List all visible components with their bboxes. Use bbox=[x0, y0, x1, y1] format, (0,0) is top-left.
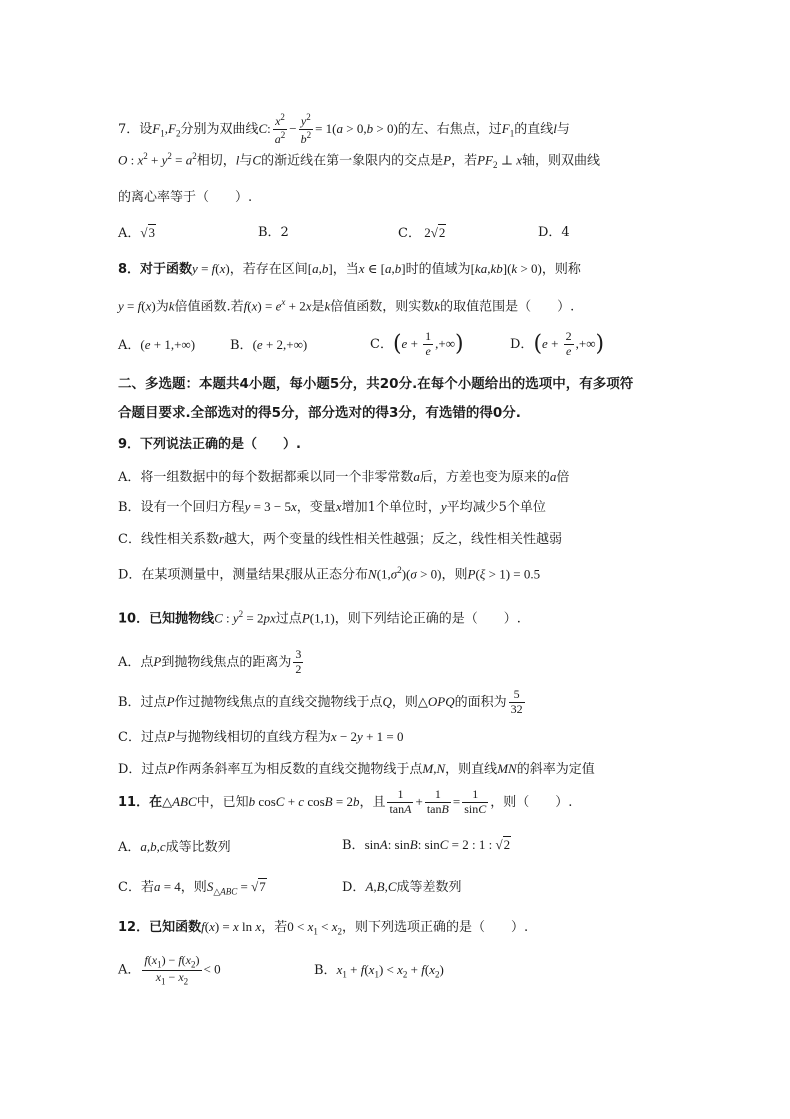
q7-line-1: 7．设$F_1,F_2$分别为双曲线C: $\frac{x^2}{a^2}$ − $\frac{y^2}{b^2}$ = 1(a > 0,b > 0)的左、右焦点，过$F_1$的直线l与 bbox=[118, 112, 570, 146]
q7-line-2: O : $x^2 + y^2 = a^2$相切，l与C的渐近线在第一象限内的交点是P，若$PF_2$ ⊥ x轴，则双曲线 bbox=[118, 151, 600, 170]
q11-option-d: D．A,B,C成等差数列 bbox=[342, 879, 462, 895]
q9-option-c: C．线性相关系数r越大，两个变量的线性相关性越强；反之，线性相关性越弱 bbox=[118, 531, 563, 547]
q9-option-d: D．在某项测量中，测量结果ξ服从正态分布$N(1,\sigma^2)(\sigma > 0)$，则P(ξ > 1) = 0.5 bbox=[118, 565, 541, 583]
q8-text: 时的值域为 bbox=[405, 262, 471, 277]
q8-text: 是 bbox=[311, 299, 325, 315]
q8-text: ，若存在区间 bbox=[229, 262, 308, 277]
q8-option-b: B．(e + 2,+∞) bbox=[230, 337, 308, 353]
q7-text: 相切， bbox=[196, 153, 236, 169]
q12-option-b: B．$x_1 + f(x_1) < x_2 + f(x_2)$ bbox=[314, 962, 444, 980]
q10-option-b: B．过点P作过抛物线焦点的直线交抛物线于点Q，则△OPQ的面积为 $\frac{5}{32}$ bbox=[118, 687, 523, 716]
q7-line-3: 的离心率等于（ ）. bbox=[118, 190, 253, 205]
q9-option-b: B．设有一个回归方程y = 3 − 5x，变量x增加1个单位时，y平均减少5个单位 bbox=[118, 499, 546, 515]
q7-text: 的渐近线在第一象限内的交点是 bbox=[261, 153, 444, 169]
q10-option-d: D．过点P作两条斜率互为相反数的直线交抛物线于点M,N，则直线MN的斜率为定值 bbox=[118, 761, 595, 777]
q8-option-a: A．(e + 1,+∞) bbox=[118, 337, 196, 353]
q8-text: 8．对于函数 bbox=[118, 262, 193, 277]
q7-text: 轴，则双曲线 bbox=[521, 153, 600, 169]
q7-option-d: D．4 bbox=[538, 225, 570, 240]
q11-option-c: C．若a = 4，则$S_{\triangle ABC} = √7$ bbox=[118, 879, 266, 897]
section-2-heading-line-1: 二、多选题：本题共4小题，每小题5分，共20分.在每个小题给出的选项中，有多项符 bbox=[118, 376, 634, 392]
q9-option-a: A．将一组数据中的每个数据都乘以同一个非零常数a后，方差也变为原来的a倍 bbox=[118, 469, 570, 485]
section-2-heading-line-2: 合题目要求.全部选对的得5分，部分选对的得3分，有选错的得0分. bbox=[118, 405, 521, 421]
q10-stem: 10．已知抛物线C : $y^2 = 2px$过点P(1,1)，则下列结论正确的是（ ）. bbox=[118, 609, 521, 627]
q12-stem: 12．已知函数f(x) = x ln x，若$0 < x_1 < x_2$，则下列选项正确的是（ ）. bbox=[118, 919, 529, 937]
q7-text: 7．设 bbox=[118, 121, 153, 137]
q10-option-a: A．点P到抛物线焦点的距离为 $\frac{3}{2}$ bbox=[118, 647, 302, 676]
q7-text: 的左、右焦点，过 bbox=[397, 121, 502, 137]
q7-text: 与 bbox=[556, 121, 570, 137]
q7-option-b: B．2 bbox=[258, 225, 289, 240]
q8-option-c: C．(e + $\frac{1}{e}$ ,+∞) bbox=[370, 329, 464, 358]
q7-text: 分别为双曲线 bbox=[180, 121, 259, 137]
q7-option-a: A．√3 bbox=[118, 225, 156, 241]
q8-text: 为 bbox=[155, 299, 169, 315]
q12-option-a: A． $\frac{f(x_1) - f(x_2)}{x_1 - x_2}$ < 0 bbox=[118, 953, 221, 987]
q8-line-2: y = f(x)为k倍值函数.若$f(x) = e^x + 2x$是k倍值函数，则实数k的取值范围是（ ）. bbox=[118, 297, 575, 315]
q9-stem: 9．下列说法正确的是（ ）. bbox=[118, 437, 301, 452]
q8-text: ，当 bbox=[332, 262, 359, 277]
q7-text: 与 bbox=[239, 153, 253, 169]
q8-text: 倍值函数，则实数 bbox=[330, 299, 435, 315]
q7-option-c: C． 2√2 bbox=[398, 225, 446, 241]
q8-text: 的取值范围是（ ）. bbox=[440, 299, 575, 315]
q11-stem: 11．在△ABC中，已知b cosC + c cosB = 2b，且 $\frac{1}{\tan A}$ + $\frac{1}{\tan B}$ = $\frac{1}{\sin C}$ ，则（ ）. bbox=[118, 787, 573, 816]
q11-option-b: B．sinA: sinB: sinC = 2 : 1 : √2 bbox=[342, 837, 511, 853]
q8-text: ，则称 bbox=[541, 262, 581, 277]
q8-option-d: D．(e + $\frac{2}{e}$ ,+∞) bbox=[510, 329, 605, 358]
q11-option-a: A．a,b,c成等比数列 bbox=[118, 839, 231, 855]
q10-option-c: C．过点P与抛物线相切的直线方程为x − 2y + 1 = 0 bbox=[118, 729, 404, 745]
q8-text: 倍值函数.若 bbox=[174, 299, 244, 315]
q7-text: ，若 bbox=[451, 153, 478, 169]
q8-line-1: 8．对于函数y = f(x)，若存在区间[a,b]，当x ∈ [a,b]时的值域为[ka,kb](k > 0)，则称 bbox=[118, 261, 581, 277]
q7-text: 的直线 bbox=[514, 121, 554, 137]
